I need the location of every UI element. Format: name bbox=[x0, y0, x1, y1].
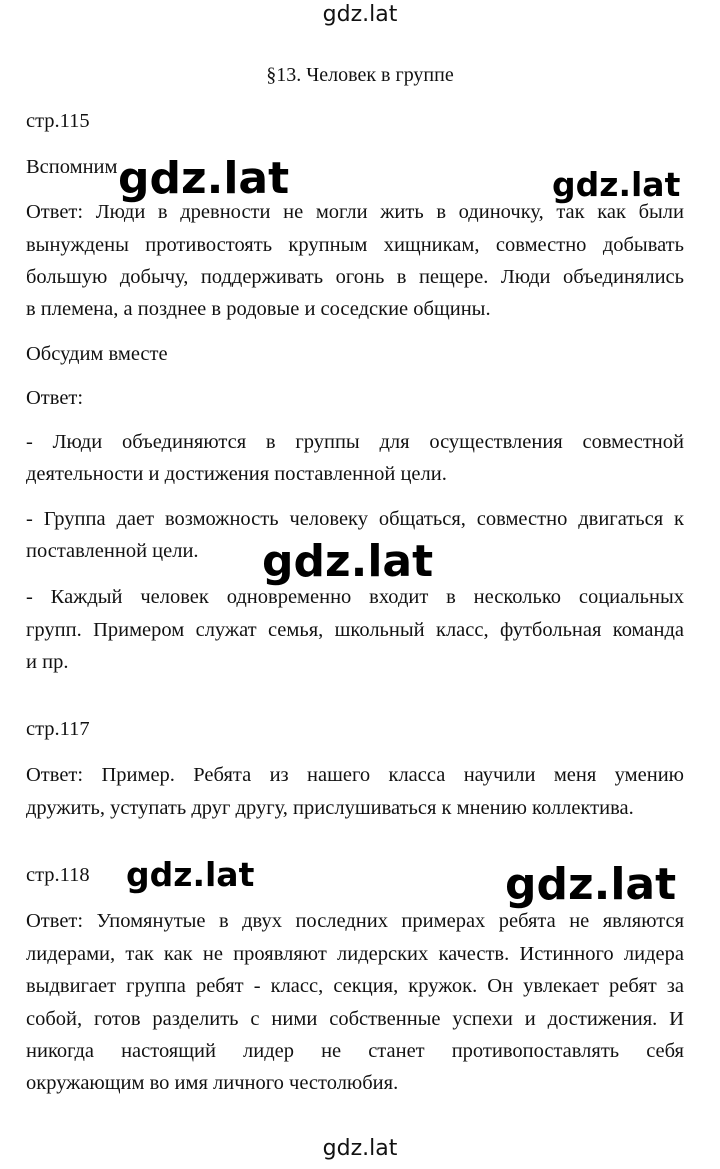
site-header: gdz.lat bbox=[322, 2, 398, 27]
answer118-line: собой, готов разделить с ними собственные успехи и достижения. И bbox=[26, 1008, 684, 1030]
answer1-line: большую добычу, поддерживать огонь в пещере. Люди объединялись bbox=[26, 266, 684, 288]
bullet-line: и пр. bbox=[26, 651, 69, 673]
answer118-line: окружающим во имя личного честолюбия. bbox=[26, 1072, 399, 1094]
page-ref-115: стр.115 bbox=[26, 110, 90, 132]
watermark: gdz.lat bbox=[126, 855, 255, 894]
bullet-line: - Группа дает возможность человеку общаться, совместно двигаться к bbox=[26, 508, 684, 530]
page-title: §13. Человек в группе bbox=[266, 64, 454, 86]
bullet-line: групп. Примером служат семья, школьный класс, футбольная команда bbox=[26, 619, 684, 641]
bullet-line: поставленной цели. bbox=[26, 540, 199, 562]
answer1-line: вынуждены противостоять крупным хищникам, совместно добывать bbox=[26, 234, 684, 256]
answer117-line: Ответ: Пример. Ребята из нашего класса научили меня умению bbox=[26, 764, 684, 786]
site-footer: gdz.lat bbox=[322, 1136, 398, 1161]
watermark: gdz.lat bbox=[262, 536, 434, 587]
answer-label: Ответ: bbox=[26, 387, 84, 409]
watermark: gdz.lat bbox=[552, 165, 681, 204]
bullet-line: деятельности и достижения поставленной цели. bbox=[26, 463, 447, 485]
answer118-line: выдвигает группа ребят - класс, секция, кружок. Он увлекает ребят за bbox=[26, 975, 684, 997]
page-ref-117: стр.117 bbox=[26, 718, 90, 740]
answer118-line: никогда настоящий лидер не станет противопоставлять себя bbox=[26, 1040, 684, 1062]
page-ref-118: стр.118 bbox=[26, 864, 90, 886]
answer1-line: Ответ: Люди в древности не могли жить в одиночку, так как были bbox=[26, 201, 684, 223]
answer118-line: лидерами, так как не проявляют лидерских качеств. Истинного лидера bbox=[26, 943, 684, 965]
watermark: gdz.lat bbox=[118, 153, 290, 204]
discuss-heading: Обсудим вместе bbox=[26, 343, 168, 365]
answer118-line: Ответ: Упомянутые в двух последних примерах ребята не являются bbox=[26, 910, 684, 932]
bullet-line: - Каждый человек одновременно входит в несколько социальных bbox=[26, 586, 684, 608]
bullet-line: - Люди объединяются в группы для осуществления совместной bbox=[26, 431, 684, 453]
watermark: gdz.lat bbox=[505, 859, 677, 910]
answer117-line: дружить, уступать друг другу, прислушиваться к мнению коллектива. bbox=[26, 797, 634, 819]
answer1-line: в племена, а позднее в родовые и соседские общины. bbox=[26, 298, 491, 320]
remember-heading: Вспомним bbox=[26, 156, 118, 178]
